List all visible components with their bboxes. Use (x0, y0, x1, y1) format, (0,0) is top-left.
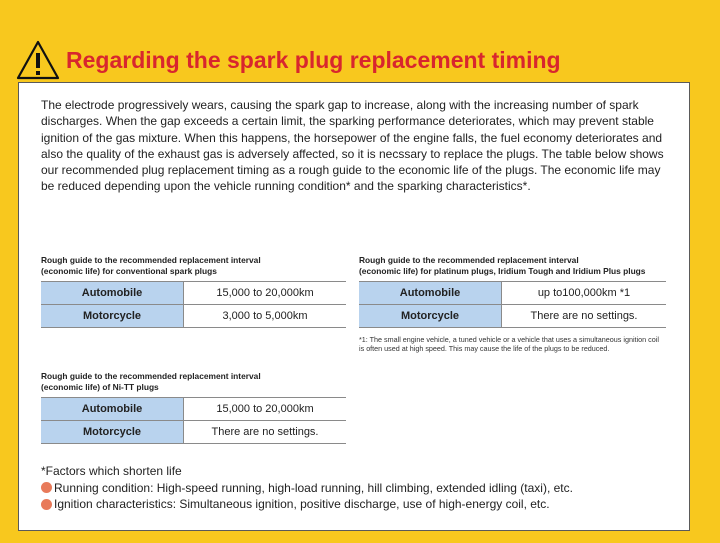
platinum-iridium-plugs-table (359, 281, 666, 328)
table-caption-line: Rough guide to the recommended replacement interval (41, 371, 261, 381)
table-row (359, 305, 666, 328)
table-row-value: 15,000 to 20,000km (184, 282, 347, 305)
table-caption (41, 371, 346, 393)
list-item (41, 480, 671, 497)
factor-text: Running condition: High-speed running, high-load running, hill climbing, extended idling (taxi), etc. (54, 480, 573, 495)
table-row (41, 398, 346, 421)
intro-paragraph: The electrode progressively wears, causing the spark gap to increase, along with the increasing number of spark discharges. When the gap exceeds a certain limit, the sparking performance deteriorates, which may prevent stable ignition of the gas mixture. When this happens, the horsepower of the engine falls, the fuel economy deteriorates and also the quality of the exhaust gas is adversely affected, so it is necssary to replace the plugs. The table below shows our recommended plug replacement timing as a rough guide to the economic life of the plugs. The economic life may be reduced depending upon the vehicle running condition* and the sparking characteristics*. (41, 98, 664, 194)
table-row-value: up to100,000km *1 (502, 282, 667, 305)
table-row (41, 282, 346, 305)
table-row-value: There are no settings. (184, 421, 347, 444)
conventional-plugs-table (41, 281, 346, 328)
bullet-dot-icon (41, 499, 52, 510)
table-row-label: Motorcycle (41, 305, 184, 328)
content-panel (18, 82, 690, 531)
table-row (41, 421, 346, 444)
table-row (41, 305, 346, 328)
table-row-label: Automobile (41, 398, 184, 421)
ni-tt-plugs-table (41, 397, 346, 444)
table-row-value: 3,000 to 5,000km (184, 305, 347, 328)
platinum-iridium-plugs-table-block (359, 255, 666, 328)
table-caption-line: (economic life) for conventional spark plugs (41, 266, 217, 276)
table-row (359, 282, 666, 305)
table-caption (41, 255, 346, 277)
table-row-value: There are no settings. (502, 305, 667, 328)
table-row-value: 15,000 to 20,000km (184, 398, 347, 421)
table-row-label: Motorcycle (41, 421, 184, 444)
footnote: *1: The small engine vehicle, a tuned vehicle or a vehicle that uses a simultaneous ignition coil is often used at high speed. This may cause the life of the plugs to be reduced. (359, 335, 659, 353)
life-factors (41, 463, 671, 513)
list-item (41, 496, 671, 513)
table-caption-line: (economic life) for platinum plugs, Iridium Tough and Iridium Plus plugs (359, 266, 646, 276)
table-caption-line: Rough guide to the recommended replacement interval (359, 255, 579, 265)
factors-heading: *Factors which shorten life (41, 464, 182, 478)
page-header (16, 40, 561, 80)
ni-tt-plugs-table-block (41, 371, 346, 444)
table-row-label: Motorcycle (359, 305, 502, 328)
table-row-label: Automobile (41, 282, 184, 305)
table-caption-line: (economic life) of Ni-TT plugs (41, 382, 159, 392)
warning-triangle-icon (16, 40, 60, 80)
page-title: Regarding the spark plug replacement timing (66, 46, 561, 73)
conventional-plugs-table-block (41, 255, 346, 328)
table-caption-line: Rough guide to the recommended replacement interval (41, 255, 261, 265)
table-caption (359, 255, 666, 277)
factor-text: Ignition characteristics: Simultaneous ignition, positive discharge, use of high-energy coil, etc. (54, 497, 550, 511)
bullet-dot-icon (41, 482, 52, 493)
table-row-label: Automobile (359, 282, 502, 305)
